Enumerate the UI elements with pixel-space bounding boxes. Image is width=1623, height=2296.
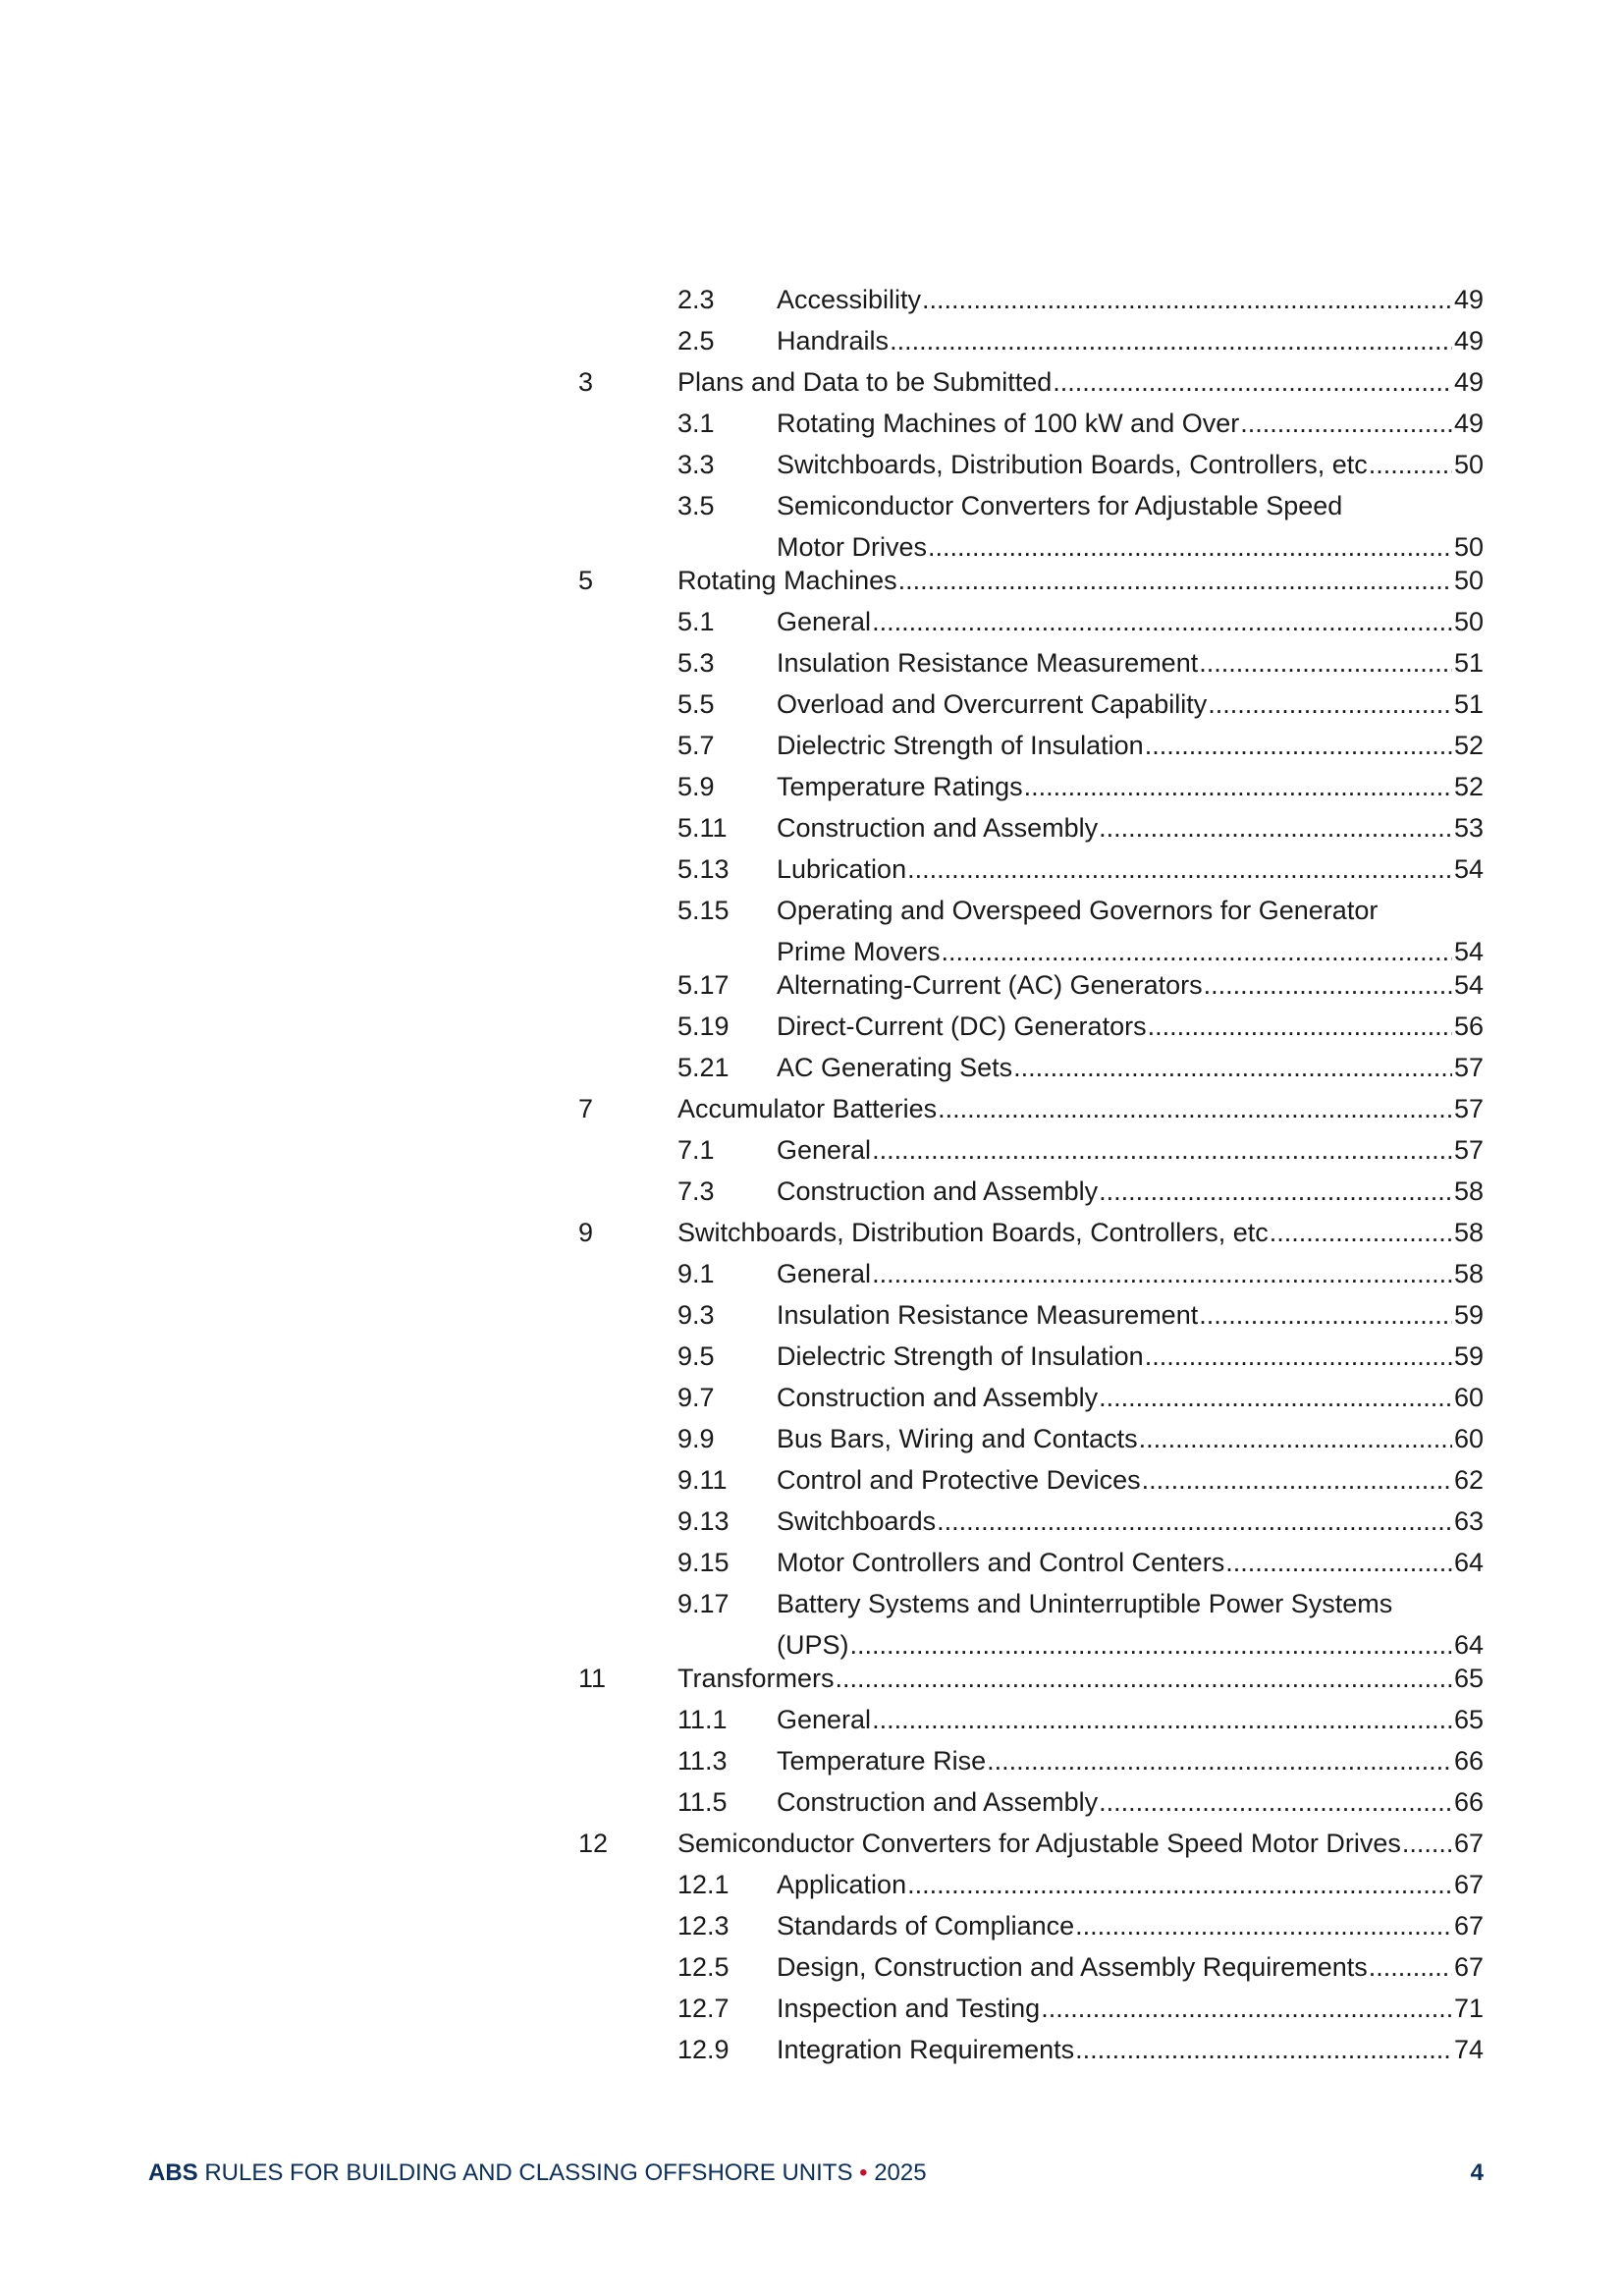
toc-entry-page: 67 bbox=[1453, 1911, 1484, 1941]
toc-entry-number: 11.1 bbox=[677, 1705, 728, 1734]
toc-entry-page: 54 bbox=[1453, 970, 1484, 1000]
dot-leader bbox=[1369, 444, 1452, 485]
dot-leader bbox=[1099, 1781, 1452, 1823]
toc-entry-page: 58 bbox=[1453, 1176, 1484, 1206]
toc-entry[interactable] bbox=[0, 1699, 1623, 1740]
toc-entry-number: 2.3 bbox=[677, 285, 715, 314]
dot-leader bbox=[872, 1129, 1452, 1171]
toc-entry-title: Dielectric Strength of Insulation bbox=[777, 731, 1144, 760]
toc-entry-number: 3.1 bbox=[677, 409, 715, 438]
toc-entry-page: 49 bbox=[1453, 326, 1484, 355]
toc-entry[interactable] bbox=[0, 642, 1623, 683]
toc-entry-number: 5.21 bbox=[677, 1053, 730, 1082]
toc-entry-page: 50 bbox=[1453, 532, 1484, 562]
toc-entry-body bbox=[777, 1418, 1484, 1459]
toc-entry[interactable] bbox=[0, 1658, 1623, 1699]
dot-leader bbox=[1075, 2029, 1452, 2070]
toc-entry[interactable] bbox=[0, 1253, 1623, 1294]
dot-leader bbox=[1402, 1823, 1452, 1864]
toc-entry-title: Integration Requirements bbox=[777, 2035, 1075, 2064]
toc-entry[interactable] bbox=[0, 1212, 1623, 1253]
toc-entry[interactable] bbox=[0, 1823, 1623, 1864]
footer-bullet: • bbox=[859, 2159, 868, 2186]
toc-entry-title: General bbox=[777, 1705, 872, 1734]
toc-entry-title: AC Generating Sets bbox=[777, 1053, 1013, 1082]
toc-entry-number: 3.3 bbox=[677, 450, 715, 479]
toc-entry-page: 64 bbox=[1453, 1548, 1484, 1577]
toc-entry-page: 57 bbox=[1453, 1094, 1484, 1123]
toc-entry-body bbox=[777, 1171, 1484, 1212]
toc-entry-body bbox=[677, 1658, 1484, 1699]
toc-entry[interactable] bbox=[0, 601, 1623, 642]
toc-entry-number: 9.9 bbox=[677, 1424, 715, 1453]
toc-entry-body bbox=[777, 1253, 1484, 1294]
toc-entry-page: 54 bbox=[1453, 854, 1484, 884]
toc-entry-body bbox=[777, 1946, 1484, 1988]
toc-entry-number: 5.11 bbox=[677, 813, 728, 843]
toc-entry-number: 12.3 bbox=[677, 1911, 730, 1941]
toc-entry-page: 64 bbox=[1453, 1630, 1484, 1660]
dot-leader bbox=[1199, 1294, 1452, 1336]
toc-entry-body bbox=[777, 1781, 1484, 1823]
toc-entry[interactable] bbox=[0, 1740, 1623, 1781]
toc-entry-title: Design, Construction and Assembly Requirements bbox=[777, 1952, 1368, 1982]
toc-entry-body bbox=[777, 1459, 1484, 1501]
toc-entry-number: 7.1 bbox=[677, 1135, 715, 1165]
toc-entry-body bbox=[677, 1088, 1484, 1129]
toc-entry-body bbox=[777, 1377, 1484, 1418]
toc-entry[interactable] bbox=[0, 361, 1623, 403]
toc-entry-number: 5.7 bbox=[677, 731, 715, 760]
toc-entry-page: 58 bbox=[1453, 1259, 1484, 1288]
toc-entry-title: Prime Movers bbox=[777, 937, 941, 966]
toc-entry[interactable] bbox=[0, 1294, 1623, 1336]
toc-entry[interactable] bbox=[0, 890, 1623, 964]
toc-entry-number: 9.15 bbox=[677, 1548, 730, 1577]
toc-entry-number: 5.13 bbox=[677, 854, 730, 884]
toc-entry-page: 59 bbox=[1453, 1341, 1484, 1371]
toc-entry-page: 49 bbox=[1453, 285, 1484, 314]
toc-entry-number: 11 bbox=[578, 1664, 607, 1693]
toc-entry-title: (UPS) bbox=[777, 1630, 849, 1660]
toc-entry[interactable] bbox=[0, 485, 1623, 560]
dot-leader bbox=[1053, 361, 1452, 403]
toc-entry-title: Accumulator Batteries bbox=[677, 1094, 938, 1123]
toc-entry-body bbox=[777, 848, 1484, 890]
toc-entry-body bbox=[777, 1501, 1484, 1542]
toc-entry[interactable] bbox=[0, 1501, 1623, 1542]
toc-entry[interactable] bbox=[0, 1946, 1623, 1988]
toc-entry-body bbox=[777, 444, 1484, 485]
toc-entry-body bbox=[777, 1047, 1484, 1088]
toc-entry-page: 66 bbox=[1453, 1787, 1484, 1817]
toc-entry-page: 63 bbox=[1453, 1506, 1484, 1536]
toc-entry-title: Semiconductor Converters for Adjustable Speed Motor Drives bbox=[677, 1829, 1401, 1858]
footer-title: RULES FOR BUILDING AND CLASSING OFFSHORE UNITS bbox=[204, 2159, 853, 2186]
toc-entry-body bbox=[777, 2029, 1484, 2070]
dot-leader bbox=[1145, 1336, 1452, 1377]
toc-entry-body bbox=[777, 1336, 1484, 1377]
toc-entry-number: 5.17 bbox=[677, 970, 730, 1000]
toc-entry-page: 71 bbox=[1453, 1994, 1484, 2023]
toc-entry-page: 52 bbox=[1453, 772, 1484, 801]
toc-entry-title: Inspection and Testing bbox=[777, 1994, 1041, 2023]
toc-entry-page: 59 bbox=[1453, 1300, 1484, 1330]
toc-entry-title: Switchboards, Distribution Boards, Controllers, etc bbox=[677, 1218, 1269, 1247]
toc-entry[interactable] bbox=[0, 1171, 1623, 1212]
dot-leader bbox=[872, 601, 1452, 642]
toc-entry[interactable] bbox=[0, 1905, 1623, 1946]
toc-entry-number: 5.15 bbox=[677, 896, 730, 925]
toc-entry[interactable] bbox=[0, 560, 1623, 601]
toc-entry-page: 50 bbox=[1453, 566, 1484, 595]
toc-entry-body bbox=[777, 1583, 1484, 1666]
toc-entry-page: 50 bbox=[1453, 607, 1484, 636]
toc-entry-title: Overload and Overcurrent Capability bbox=[777, 689, 1208, 719]
toc-entry-number: 11.5 bbox=[677, 1787, 728, 1817]
toc-entry-body bbox=[777, 1699, 1484, 1740]
toc-entry-number: 12 bbox=[578, 1829, 609, 1858]
toc-entry-title: Rotating Machines of 100 kW and Over bbox=[777, 409, 1240, 438]
toc-entry-body bbox=[777, 964, 1484, 1006]
toc-entry-body bbox=[777, 1740, 1484, 1781]
toc-entry-page: 74 bbox=[1453, 2035, 1484, 2064]
toc-entry-number: 3 bbox=[578, 367, 594, 397]
toc-entry-body bbox=[777, 320, 1484, 361]
toc-entry-title: Standards of Compliance bbox=[777, 1911, 1075, 1941]
toc-entry[interactable] bbox=[0, 2029, 1623, 2070]
dot-leader bbox=[1139, 1418, 1452, 1459]
dot-leader bbox=[987, 1740, 1452, 1781]
toc-entry-number: 9.7 bbox=[677, 1383, 715, 1412]
toc-entry-title: Motor Controllers and Control Centers bbox=[777, 1548, 1225, 1577]
toc-entry[interactable] bbox=[0, 1336, 1623, 1377]
toc-entry-page: 66 bbox=[1453, 1746, 1484, 1776]
toc-entry-body bbox=[777, 725, 1484, 766]
toc-entry-number: 9.1 bbox=[677, 1259, 715, 1288]
footer-year: 2025 bbox=[874, 2159, 927, 2186]
toc-entry[interactable] bbox=[0, 1781, 1623, 1823]
toc-entry-title: General bbox=[777, 1135, 872, 1165]
toc-entry-body bbox=[777, 1294, 1484, 1336]
toc-entry[interactable] bbox=[0, 1988, 1623, 2029]
toc-entry-body bbox=[777, 279, 1484, 320]
toc-entry-title: Application bbox=[777, 1870, 907, 1899]
toc-entry-title: Dielectric Strength of Insulation bbox=[777, 1341, 1144, 1371]
dot-leader bbox=[1024, 766, 1452, 807]
dot-leader bbox=[1145, 725, 1452, 766]
toc-entry-body bbox=[677, 361, 1484, 403]
toc-entry-number: 12.7 bbox=[677, 1994, 730, 2023]
toc-entry-title: Construction and Assembly bbox=[777, 1787, 1099, 1817]
toc-entry-page: 50 bbox=[1453, 450, 1484, 479]
toc-entry[interactable] bbox=[0, 848, 1623, 890]
dot-leader bbox=[1270, 1212, 1452, 1253]
dot-leader bbox=[1075, 1905, 1452, 1946]
dot-leader bbox=[1148, 1006, 1452, 1047]
toc-entry-number: 9.5 bbox=[677, 1341, 715, 1371]
dot-leader bbox=[872, 1699, 1452, 1740]
toc-entry-number: 5 bbox=[578, 566, 594, 595]
toc-entry-title: Alternating-Current (AC) Generators bbox=[777, 970, 1203, 1000]
toc-entry-title-line1: Battery Systems and Uninterruptible Power Systems bbox=[777, 1589, 1393, 1618]
dot-leader bbox=[872, 1253, 1452, 1294]
toc-entry-body bbox=[677, 1212, 1484, 1253]
toc-entry-body bbox=[777, 890, 1484, 972]
toc-entry-title-line1: Operating and Overspeed Governors for Generator bbox=[777, 896, 1379, 925]
toc-entry-page: 67 bbox=[1453, 1829, 1484, 1858]
dot-leader bbox=[1099, 807, 1452, 848]
toc-entry[interactable] bbox=[0, 403, 1623, 444]
toc-entry-number: 5.3 bbox=[677, 648, 715, 678]
toc-entry[interactable] bbox=[0, 1459, 1623, 1501]
dot-leader bbox=[937, 1501, 1452, 1542]
dot-leader bbox=[898, 560, 1452, 601]
toc-entry-page: 60 bbox=[1453, 1383, 1484, 1412]
toc-entry[interactable] bbox=[0, 1418, 1623, 1459]
toc-entry-body bbox=[677, 1823, 1484, 1864]
dot-leader bbox=[907, 848, 1452, 890]
table-of-contents bbox=[0, 279, 1623, 2070]
toc-entry-number: 12.9 bbox=[677, 2035, 730, 2064]
dot-leader bbox=[836, 1658, 1452, 1699]
toc-entry-number: 9.17 bbox=[677, 1589, 730, 1618]
toc-entry-number: 9.13 bbox=[677, 1506, 730, 1536]
toc-entry[interactable] bbox=[0, 683, 1623, 725]
toc-entry-title: Switchboards, Distribution Boards, Controllers, etc bbox=[777, 450, 1368, 479]
toc-entry-body bbox=[777, 1542, 1484, 1583]
toc-entry[interactable] bbox=[0, 320, 1623, 361]
toc-entry-body bbox=[777, 1864, 1484, 1905]
toc-entry-number: 3.5 bbox=[677, 491, 715, 520]
toc-entry-title: Motor Drives bbox=[777, 532, 928, 562]
toc-entry-title: Transformers bbox=[677, 1664, 835, 1693]
toc-entry-body bbox=[777, 485, 1484, 568]
dot-leader bbox=[1099, 1377, 1452, 1418]
dot-leader bbox=[890, 320, 1452, 361]
toc-entry-number: 5.9 bbox=[677, 772, 715, 801]
toc-entry-page: 51 bbox=[1453, 689, 1484, 719]
toc-entry-title: Rotating Machines bbox=[677, 566, 897, 595]
dot-leader bbox=[1041, 1988, 1452, 2029]
toc-entry-title: Lubrication bbox=[777, 854, 907, 884]
toc-entry-title: Bus Bars, Wiring and Contacts bbox=[777, 1424, 1138, 1453]
toc-entry-body bbox=[677, 560, 1484, 601]
toc-entry[interactable] bbox=[0, 1583, 1623, 1658]
toc-entry-body bbox=[777, 642, 1484, 683]
toc-entry-title: Construction and Assembly bbox=[777, 1383, 1099, 1412]
toc-entry-number: 12.1 bbox=[677, 1870, 730, 1899]
dot-leader bbox=[1369, 1946, 1452, 1988]
toc-entry-body bbox=[777, 766, 1484, 807]
toc-entry-title: General bbox=[777, 1259, 872, 1288]
dot-leader bbox=[1013, 1047, 1452, 1088]
toc-entry-page: 49 bbox=[1453, 409, 1484, 438]
toc-entry-title: Handrails bbox=[777, 326, 890, 355]
dot-leader bbox=[1142, 1459, 1452, 1501]
toc-entry-page: 65 bbox=[1453, 1664, 1484, 1693]
toc-entry-title: Plans and Data to be Submitted bbox=[677, 367, 1053, 397]
toc-entry-body bbox=[777, 1905, 1484, 1946]
dot-leader bbox=[1225, 1542, 1452, 1583]
toc-entry-title: Construction and Assembly bbox=[777, 1176, 1099, 1206]
toc-entry-title: Insulation Resistance Measurement bbox=[777, 1300, 1199, 1330]
toc-entry-number: 12.5 bbox=[677, 1952, 730, 1982]
toc-entry-page: 53 bbox=[1453, 813, 1484, 843]
toc-entry-page: 67 bbox=[1453, 1870, 1484, 1899]
toc-entry-number: 5.5 bbox=[677, 689, 715, 719]
toc-entry-page: 57 bbox=[1453, 1135, 1484, 1165]
toc-entry-number: 2.5 bbox=[677, 326, 715, 355]
toc-entry-number: 9.11 bbox=[677, 1465, 728, 1495]
dot-leader bbox=[1204, 964, 1452, 1006]
toc-entry[interactable] bbox=[0, 1006, 1623, 1047]
toc-entry-body bbox=[777, 1006, 1484, 1047]
footer-brand: ABS bbox=[148, 2159, 198, 2186]
toc-entry-page: 54 bbox=[1453, 937, 1484, 966]
toc-entry-page: 62 bbox=[1453, 1465, 1484, 1495]
toc-entry[interactable] bbox=[0, 279, 1623, 320]
toc-entry-body bbox=[777, 683, 1484, 725]
toc-entry-number: 9.3 bbox=[677, 1300, 715, 1330]
dot-leader bbox=[1240, 403, 1452, 444]
dot-leader bbox=[907, 1864, 1452, 1905]
dot-leader bbox=[938, 1088, 1452, 1129]
dot-leader bbox=[922, 279, 1452, 320]
toc-entry-title: Construction and Assembly bbox=[777, 813, 1099, 843]
toc-entry[interactable] bbox=[0, 1129, 1623, 1171]
dot-leader bbox=[1099, 1171, 1452, 1212]
toc-entry-title: Control and Protective Devices bbox=[777, 1465, 1141, 1495]
toc-entry-title: Accessibility bbox=[777, 285, 922, 314]
toc-entry-body bbox=[777, 601, 1484, 642]
toc-entry-page: 67 bbox=[1453, 1952, 1484, 1982]
toc-entry-body bbox=[777, 807, 1484, 848]
toc-entry[interactable] bbox=[0, 444, 1623, 485]
toc-entry-title-line1: Semiconductor Converters for Adjustable Speed bbox=[777, 491, 1343, 520]
toc-entry-page: 51 bbox=[1453, 648, 1484, 678]
toc-entry-title: Switchboards bbox=[777, 1506, 937, 1536]
toc-entry-title: Temperature Rise bbox=[777, 1746, 987, 1776]
toc-entry-title: General bbox=[777, 607, 872, 636]
toc-entry-number: 7 bbox=[578, 1094, 594, 1123]
toc-entry-title: Insulation Resistance Measurement bbox=[777, 648, 1199, 678]
toc-entry-page: 52 bbox=[1453, 731, 1484, 760]
toc-entry-page: 58 bbox=[1453, 1218, 1484, 1247]
toc-entry-page: 65 bbox=[1453, 1705, 1484, 1734]
dot-leader bbox=[1208, 683, 1452, 725]
toc-entry[interactable] bbox=[0, 1088, 1623, 1129]
footer-page-number: 4 bbox=[1470, 2159, 1484, 2186]
toc-entry-page: 49 bbox=[1453, 367, 1484, 397]
toc-entry[interactable] bbox=[0, 1864, 1623, 1905]
toc-entry-page: 57 bbox=[1453, 1053, 1484, 1082]
toc-entry[interactable] bbox=[0, 1047, 1623, 1088]
toc-entry-number: 9 bbox=[578, 1218, 594, 1247]
toc-entry-body bbox=[777, 1129, 1484, 1171]
toc-entry-title: Direct-Current (DC) Generators bbox=[777, 1011, 1147, 1041]
toc-entry-number: 11.3 bbox=[677, 1746, 728, 1776]
toc-entry-body bbox=[777, 1988, 1484, 2029]
page-footer bbox=[148, 2158, 1484, 2189]
toc-entry-body bbox=[777, 403, 1484, 444]
toc-entry[interactable] bbox=[0, 964, 1623, 1006]
dot-leader bbox=[1199, 642, 1452, 683]
toc-entry[interactable] bbox=[0, 1377, 1623, 1418]
toc-entry-page: 56 bbox=[1453, 1011, 1484, 1041]
toc-entry-number: 7.3 bbox=[677, 1176, 715, 1206]
toc-entry[interactable] bbox=[0, 807, 1623, 848]
toc-entry-page: 60 bbox=[1453, 1424, 1484, 1453]
toc-entry-number: 5.1 bbox=[677, 607, 715, 636]
toc-entry-number: 5.19 bbox=[677, 1011, 730, 1041]
toc-entry[interactable] bbox=[0, 766, 1623, 807]
toc-entry[interactable] bbox=[0, 725, 1623, 766]
toc-entry[interactable] bbox=[0, 1542, 1623, 1583]
toc-entry-title: Temperature Ratings bbox=[777, 772, 1023, 801]
